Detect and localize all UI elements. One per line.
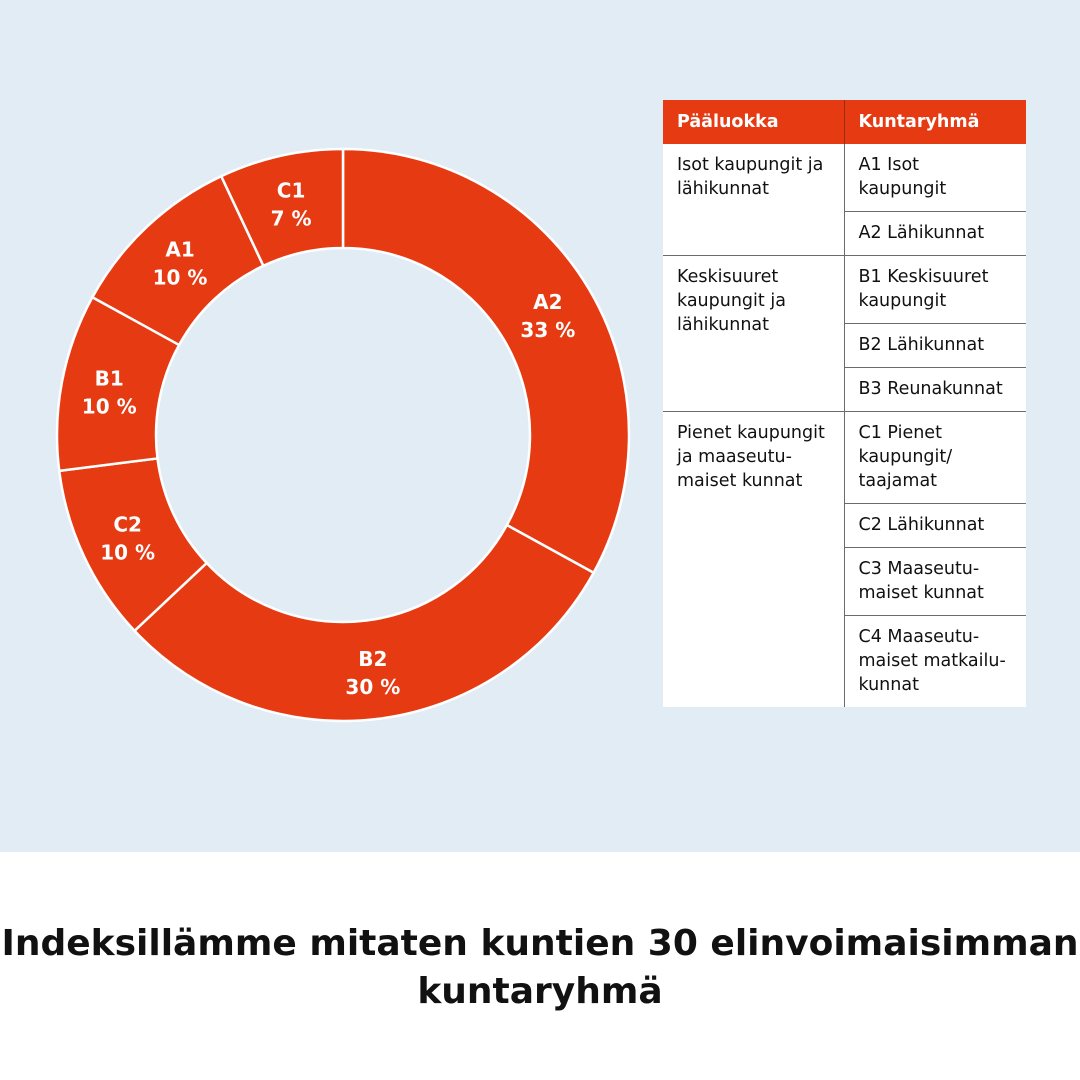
group-cell: C3 Maaseutu-maiset kunnat: [844, 548, 1026, 616]
slice-label-c2: C2: [113, 512, 142, 537]
slice-label-c1: C1: [276, 178, 306, 203]
group-cell: C4 Maaseutu-maiset matkailu-kunnat: [844, 616, 1026, 708]
header-main-class: Pääluokka: [663, 100, 844, 144]
group-cell: A1 Isot kaupungit: [844, 144, 1026, 212]
group-cell: C1 Pienet kaupungit/ taajamat: [844, 412, 1026, 504]
chart-caption: Indeksillämme mitaten kuntien 30 elinvoimaisimman kuntaryhmä: [1, 923, 1079, 1012]
classification-table: [663, 100, 1026, 707]
slice-value-c2: 10 %: [100, 540, 156, 565]
slice-label-a1: A1: [165, 237, 195, 262]
slice-value-b1: 10 %: [81, 394, 137, 419]
group-cell: A2 Lähikunnat: [844, 212, 1026, 256]
main-class-cell: Isot kaupungit ja lähikunnat: [663, 144, 844, 256]
group-cell: C2 Lähikunnat: [844, 504, 1026, 548]
slice-value-b2: 30 %: [345, 675, 401, 700]
slice-value-a1: 10 %: [152, 265, 208, 290]
slice-label-b1: B1: [94, 366, 124, 391]
table-row: [663, 256, 1026, 324]
header-municipality-group: Kuntaryhmä: [844, 100, 1026, 144]
slice-label-b2: B2: [358, 647, 388, 672]
slice-label-a2: A2: [533, 289, 563, 314]
table-row: [663, 412, 1026, 504]
main-class-cell: Pienet kaupungit ja maaseutu-maiset kunnat: [663, 412, 844, 708]
main-class-cell: Keskisuuret kaupungit ja lähikunnat: [663, 256, 844, 412]
group-cell: B1 Keskisuuret kaupungit: [844, 256, 1026, 324]
group-cell: B2 Lähikunnat: [844, 324, 1026, 368]
slice-value-c1: 7 %: [270, 206, 312, 231]
table-header-row: [663, 100, 1026, 144]
table-row: [663, 144, 1026, 212]
slice-value-a2: 33 %: [520, 317, 576, 342]
group-cell: B3 Reunakunnat: [844, 368, 1026, 412]
donut-slice-a2: [343, 149, 629, 573]
